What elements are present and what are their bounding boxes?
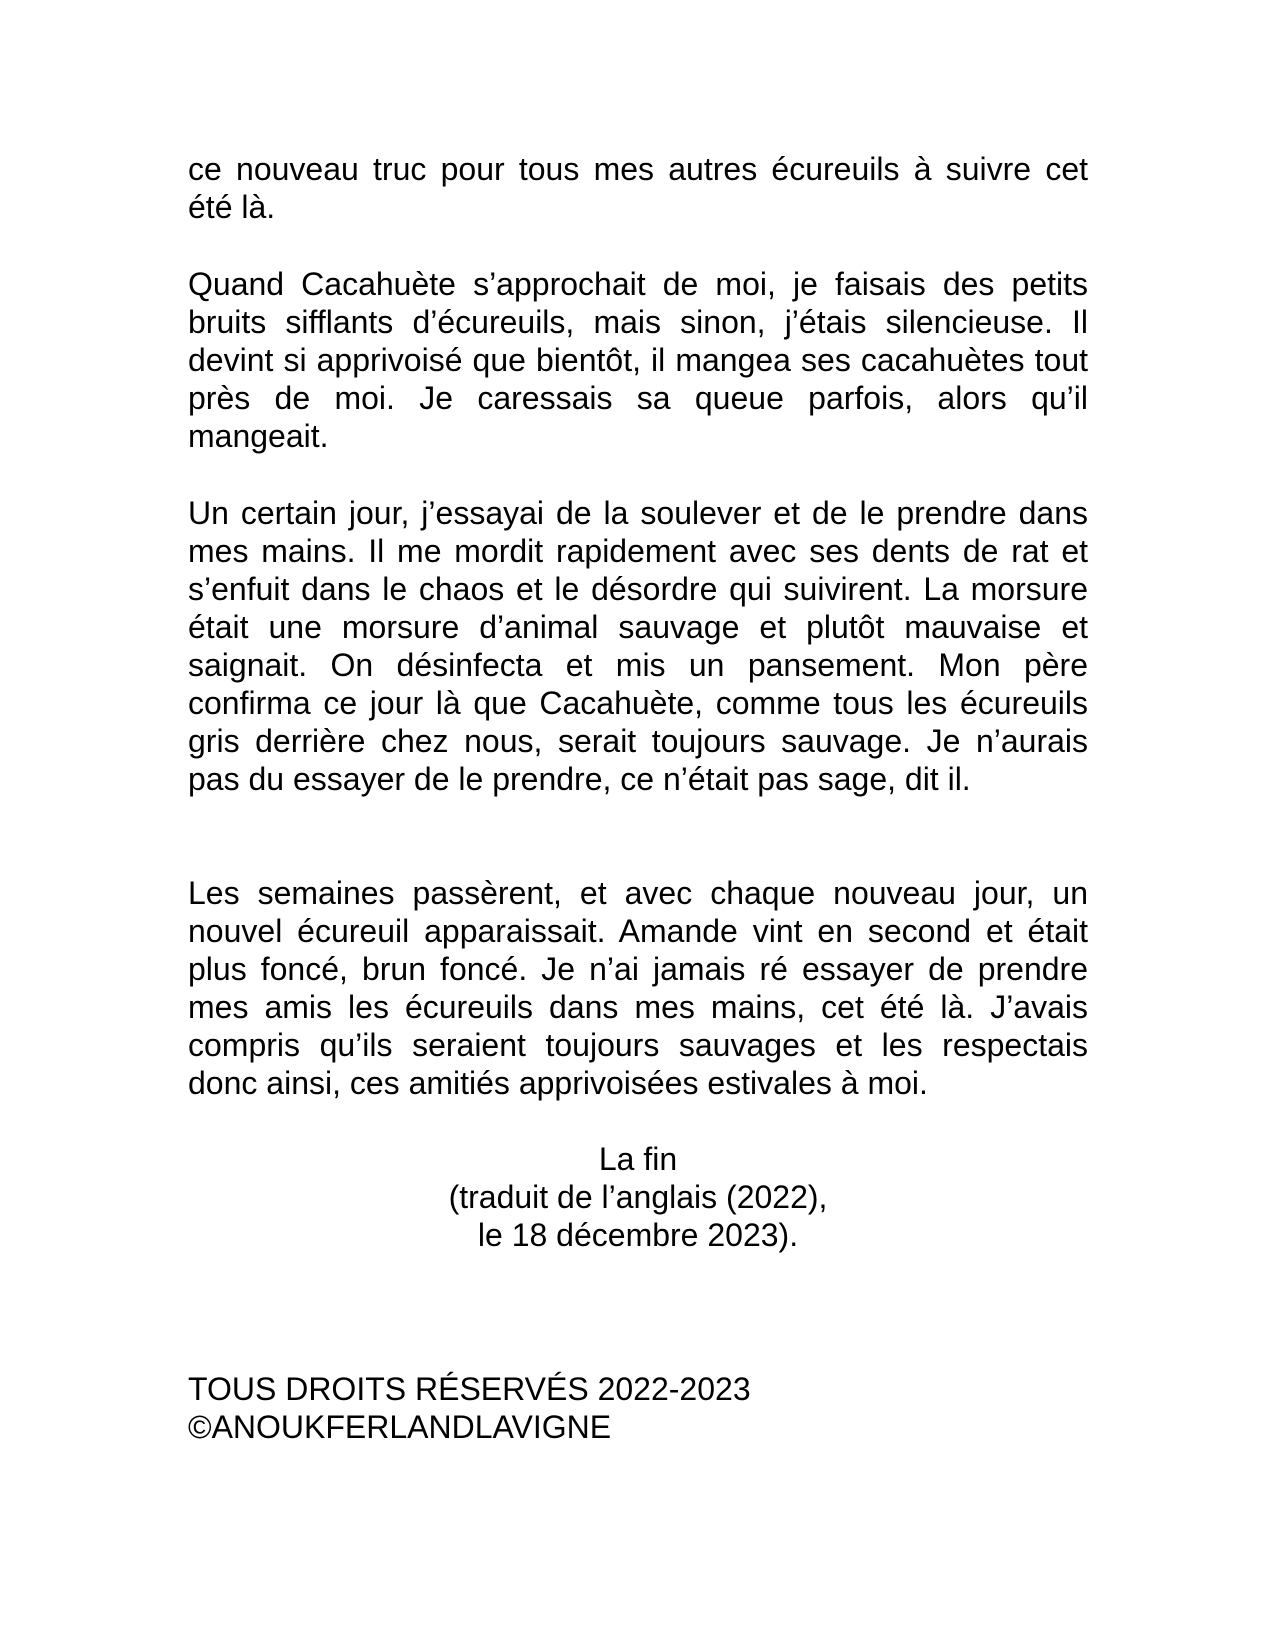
translation-note: (traduit de l’anglais (2022), — [448, 1179, 828, 1215]
ending-block — [188, 1140, 1088, 1254]
ending-title: La fin — [598, 1141, 678, 1177]
paragraph-3: Un certain jour, j’essayai de la soulever et de le prendre dans mes mains. Il me mordit rapidement avec ses dents de rat et s’enfuit dans le chaos et le désordre qui suivirent. La morsure était une morsure d’animal sauvage et plutôt mauvaise et saignait. On désinfecta et mis un pansement. Mon père confirma ce jour là que Cacahuète, comme tous les écureuils gris derrière chez nous, serait toujours sauvage. Je n’aurais pas du essayer de le prendre, ce n’était pas sage, dit il. — [188, 495, 1088, 797]
copyright-block — [188, 1370, 751, 1446]
author-credit: ©ANOUKFERLANDLAVIGNE — [188, 1409, 612, 1445]
paragraph-1: ce nouveau truc pour tous mes autres écureuils à suivre cet été là. — [188, 151, 1088, 225]
paragraph-2: Quand Cacahuète s’approchait de moi, je faisais des petits bruits sifflants d’écureuils, mais sinon, j’étais silencieuse. Il devint si apprivoisé que bientôt, il mangea ses cacahuètes tout près de moi. Je caressais sa queue parfois, alors qu’il mangeait. — [188, 266, 1088, 454]
paragraph-4: Les semaines passèrent, et avec chaque nouveau jour, un nouvel écureuil apparaissait. Amande vint en second et était plus foncé, brun foncé. Je n’ai jamais ré essayer de prendre mes amis les écureuils dans mes mains, cet été là. J’avais compris qu’ils seraient toujours sauvages et les respectais donc ainsi, ces amitiés apprivoisées estivales à moi. — [188, 875, 1088, 1101]
rights-reserved: TOUS DROITS RÉSERVÉS 2022-2023 — [188, 1371, 751, 1407]
translation-date: le 18 décembre 2023). — [477, 1217, 799, 1253]
